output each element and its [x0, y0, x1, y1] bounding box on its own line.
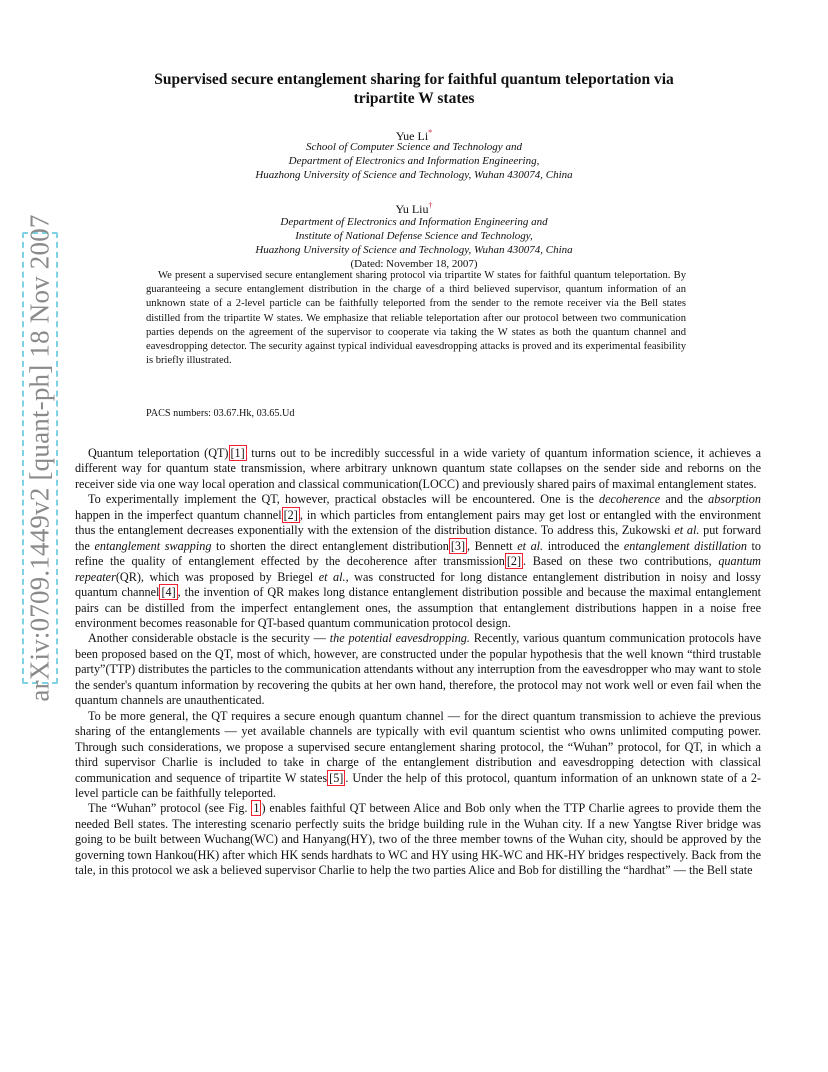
- paragraph-4: [75, 709, 761, 802]
- abstract: We present a supervised secure entanglement sharing protocol via tripartite W states for faithful quantum teleportation. By guaranteeing a secure entanglement distribution in the charge of a third believed supervisor, quantum information of an unknown state of a 2-level particle can be faithfully teleported from the sender to the remote receiver via the Bell states distilled from the tripartite W states. We emphasize that reliable teleportation after our protocol between two communication parties depends on the agreement of the supervisor to cooperate via taking the W states as both the quantum channel and eavesdropping detector. The security against typical individual eavesdropping attacks is proved and its experimental feasibility is briefly illustrated.: [146, 270, 686, 367]
- text-run: Quantum teleportation (QT): [88, 446, 229, 460]
- emphasis: et al.: [674, 523, 700, 538]
- citation-link[interactable]: [1]: [230, 446, 245, 460]
- arxiv-identifier[interactable]: arXiv:0709.1449v2 [quant-ph] 18 Nov 2007: [24, 214, 55, 702]
- affiliation-line: Huazhong University of Science and Technology, Wuhan 430074, China: [255, 244, 573, 257]
- text-run: , the invention of QR makes long distance entanglement distribution possible and because the maximal entanglement pairs can be distilled from the imperfect entanglement ones, the assumption that entanglement distributions happen in a noise free environment becomes reasonable for QT-based quantum communication protocol design.: [75, 585, 762, 630]
- text-run: ) enables faithful QT between Alice and Bob only when the TTP Charlie agrees to provide them the needed Bell states. The interesting scenario perfectly suits the bridge building rule in the Wuhan city. If a new Yangtse River bridge was going to be built between Wuchang(WC) and Hanyang(HY), two of the three member towns of the Wuhan city, should be approved by the governing town Hankou(HK) after which HK sends hardhats to WC and HY using HK-WC and HK-HY bridges respectively. Back from the tale, in this protocol we ask a believed supervisor Charlie to help the two parties Alice and Bob for distilling the “hardhat” — the Bell state: [75, 801, 761, 878]
- author-1-footnote-mark[interactable]: *: [428, 128, 433, 137]
- citation-link[interactable]: [4]: [161, 585, 176, 600]
- paragraph-5: [75, 801, 761, 878]
- text-run: to refine the quality of entanglement effected by the decoherence after transmission: [75, 538, 762, 569]
- affiliation-line: Department of Electronics and Information Engineering and: [280, 216, 548, 228]
- text-run: The “Wuhan” protocol (see Fig.: [88, 801, 252, 816]
- text-run: . Under the help of this protocol, quantum information of an unknown state of a 2-level particle can be faithfully teleported.: [75, 770, 761, 800]
- text-run: put forward the: [75, 523, 761, 553]
- paragraph-3: [75, 631, 761, 708]
- paper-title: [96, 70, 732, 108]
- text-run: Another considerable obstacle is the security —: [88, 631, 330, 646]
- paragraph-2: [75, 492, 761, 631]
- author-2: [96, 199, 732, 216]
- affiliation-line: Department of Electronics and Information Engineering,: [288, 155, 540, 168]
- figure-link[interactable]: 1: [253, 801, 260, 816]
- text-run: , in which particles from entanglement pairs may get lost or entangled with the environment thus the entanglement decreases exponentially with the extension of the distribution distance. To address this, Zukowski: [75, 507, 761, 538]
- emphasis: decoherence: [599, 492, 661, 507]
- text-run: Recently, various quantum communication protocols have been proposed based on the QT, most of which, however, are constructed under the popular hypothesis that the well known “third trustable party”(TTP) distributes the particles to the communication attendants without any interruption from the eavesdropper who may want to stole the sender's quantum information by recovering the qubits at her own hand, therefore, the protocol may not work well or even fail when the quantum channels are unauthenticated.: [75, 631, 761, 708]
- emphasis: entanglement distillation: [623, 538, 747, 553]
- emphasis: et al.: [318, 569, 346, 584]
- affiliation-line: Huazhong University of Science and Technology, Wuhan 430074, China: [255, 169, 573, 182]
- text-run: happen in the imperfect quantum channel: [75, 507, 282, 522]
- citation-link[interactable]: [2]: [283, 507, 298, 522]
- emphasis: absorption: [708, 492, 761, 507]
- emphasis: entanglement swapping: [94, 538, 212, 553]
- citation-link[interactable]: [3]: [450, 538, 466, 553]
- paragraph-1: [75, 446, 761, 492]
- body-text: [75, 446, 761, 879]
- emphasis: et al.: [517, 538, 544, 553]
- emphasis: the potential eavesdropping.: [329, 631, 470, 646]
- text-run: . Based on these two contributions,: [523, 554, 719, 569]
- author-1-name: Yue Li: [395, 129, 429, 143]
- citation-link[interactable]: [5]: [329, 770, 344, 785]
- text-run: To experimentally implement the QT, however, practical obstacles will be encountered. One is the: [88, 492, 600, 507]
- text-run: to shorten the direct entanglement distribution: [211, 538, 449, 553]
- emphasis: quantum repeater: [75, 554, 761, 584]
- text-run: (QR), which was proposed by Briegel: [115, 569, 319, 584]
- dated-line: (Dated: November 18, 2007): [350, 258, 478, 270]
- author-2-name: Yu Liu: [395, 202, 429, 216]
- author-2-affiliation: [96, 215, 732, 258]
- text-run: turns out to be incredibly successful in a wide variety of quantum information science, it achieves a different way for quantum state transmission, where arbitrary unknown quantum state collapses on the sender side and reborns on the receiver side via one way local operation and classical communication(LOCC) and previously shared pairs of maximal entanglement states.: [75, 446, 761, 491]
- text-run: introduced the: [543, 538, 624, 553]
- affiliation-line: School of Computer Science and Technology and: [306, 141, 522, 153]
- title-line-2: tripartite W states: [353, 90, 475, 107]
- text-run: , was constructed for long distance entanglement distribution in noisy and lossy quantum channel: [75, 569, 761, 600]
- pacs-numbers: PACS numbers: 03.67.Hk, 03.65.Ud: [146, 408, 295, 419]
- title-line-1: Supervised secure entanglement sharing for faithful quantum teleportation via: [154, 71, 674, 88]
- text-run: and the: [660, 492, 709, 507]
- text-run: , Bennett: [467, 538, 518, 553]
- citation-link[interactable]: [2]: [506, 554, 522, 569]
- text-run: To be more general, the QT requires a secure enough quantum channel — for the direct quantum transmission to achieve the previous sharing of the entanglements — yet available channels are typically with evil quantum scientist who owns unlimited computing power. Through such considerations, we propose a supervised secure entanglement sharing protocol, the “Wuhan” protocol, for QT, in which a third supervisor Charlie is included to take in charge of the entanglement distribution and eavesdropping detection with classical communication and sequence of tripartite W states: [75, 708, 761, 785]
- author-1-affiliation: [96, 140, 732, 183]
- arxiv-stamp[interactable]: [18, 214, 62, 702]
- affiliation-line: Institute of National Defense Science and Technology,: [295, 230, 533, 243]
- author-2-footnote-mark[interactable]: †: [428, 201, 433, 210]
